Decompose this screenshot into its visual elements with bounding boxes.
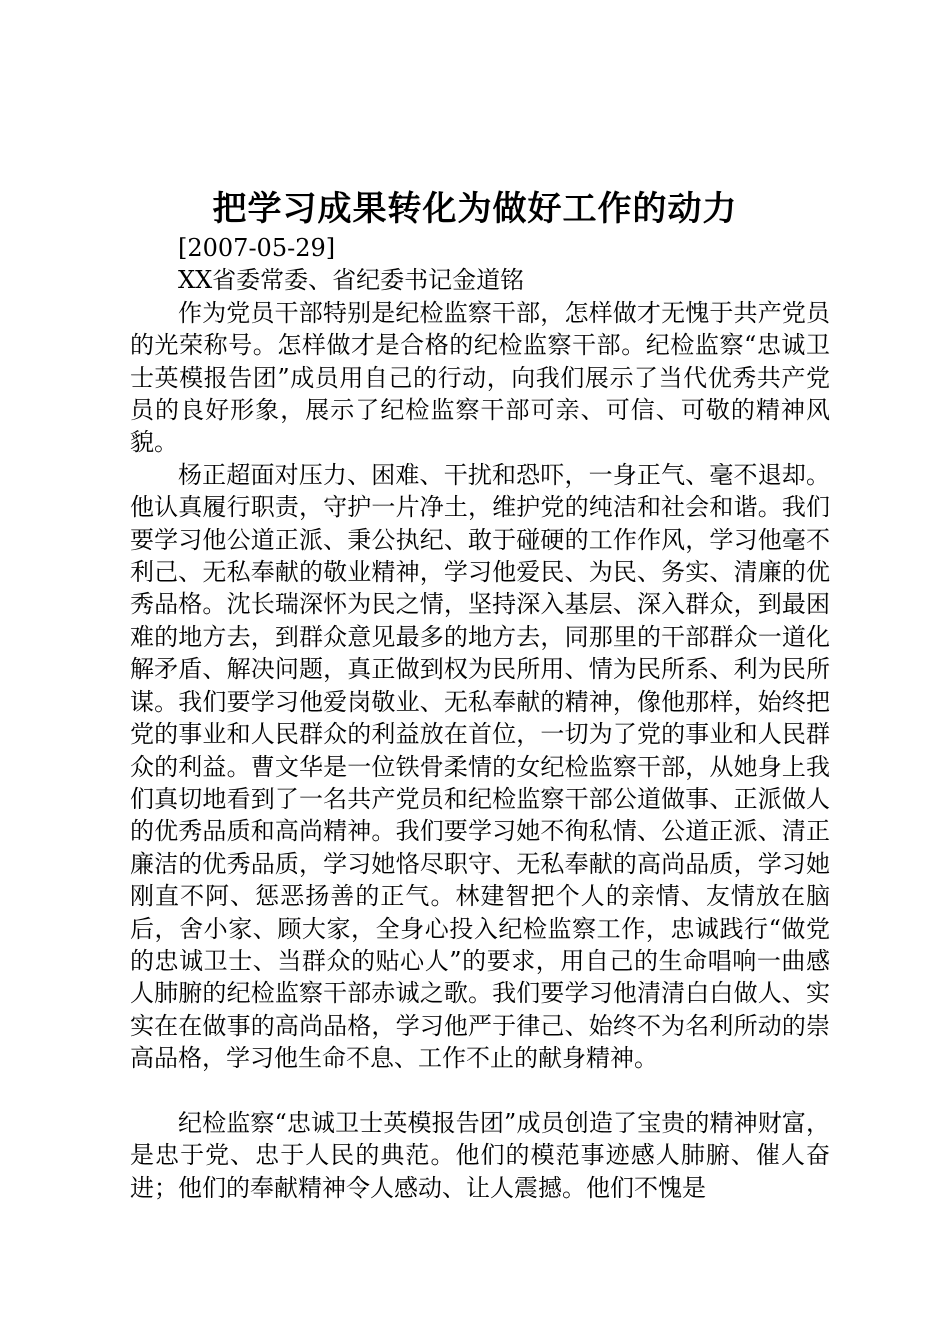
document-author: XX省委常委、省纪委书记金道铭 <box>178 266 525 295</box>
paragraph-1: 作为党员干部特别是纪检监察干部，怎样做才无愧于共产党员的光荣称号。怎样做才是合格的纪检监察干部。纪检监察“忠诚卫士英模报告团”成员用自己的行动，向我们展示了当代优秀共产党员的良好形象，展示了纪检监察干部可亲、可信、可敬的精神风貌。 <box>130 298 830 457</box>
document-title: 把学习成果转化为做好工作的动力 <box>212 189 738 229</box>
paragraph-3: 纪检监察“忠诚卫士英模报告团”成员创造了宝贵的精神财富，是忠于党、忠于人民的典范。他们的模范事迹感人肺腑、催人奋进；他们的奉献精神令人感动、让人震撼。他们不愧是 <box>130 1108 830 1202</box>
paragraph-gap <box>130 1075 830 1107</box>
document-date: [2007-05-29] <box>178 234 336 262</box>
document-body <box>130 232 830 1204</box>
paragraph-2: 杨正超面对压力、困难、干扰和恐吓，一身正气、毫不退却。他认真履行职责，守护一片净土，维护党的纯洁和社会和谐。我们要学习他公道正派、秉公执纪、敢于碰硬的工作作风，学习他毫不利己、无私奉献的敬业精神，学习他爱民、为民、务实、清廉的优秀品格。沈长瑞深怀为民之情，坚持深入基层、深入群众，到最困难的地方去，到群众意见最多的地方去，同那里的干部群众一道化解矛盾、解决问题，真正做到权为民所用、情为民所系、利为民所谋。我们要学习他爱岗敬业、无私奉献的精神，像他那样，始终把党的事业和人民群众的利益放在首位，一切为了党的事业和人民群众的利益。曹文华是一位铁骨柔情的女纪检监察干部，从她身上我们真切地看到了一名共产党员和纪检监察干部公道做事、正派做人的优秀品质和高尚精神。我们要学习她不徇私情、公道正派、清正廉洁的优秀品质，学习她恪尽职守、无私奉献的高尚品质，学习她刚直不阿、惩恶扬善的正气。林建智把个人的亲情、友情放在脑后，舍小家、顾大家，全身心投入纪检监察工作，忠诚践行“做党的忠诚卫士、当群众的贴心人”的要求，用自己的生命唱响一曲感人肺腑的纪检监察干部赤诚之歌。我们要学习他清清白白做人、实实在在做事的高尚品格，学习他严于律己、始终不为名利所动的崇高品格，学习他生命不息、工作不止的献身精神。 <box>130 460 830 1073</box>
